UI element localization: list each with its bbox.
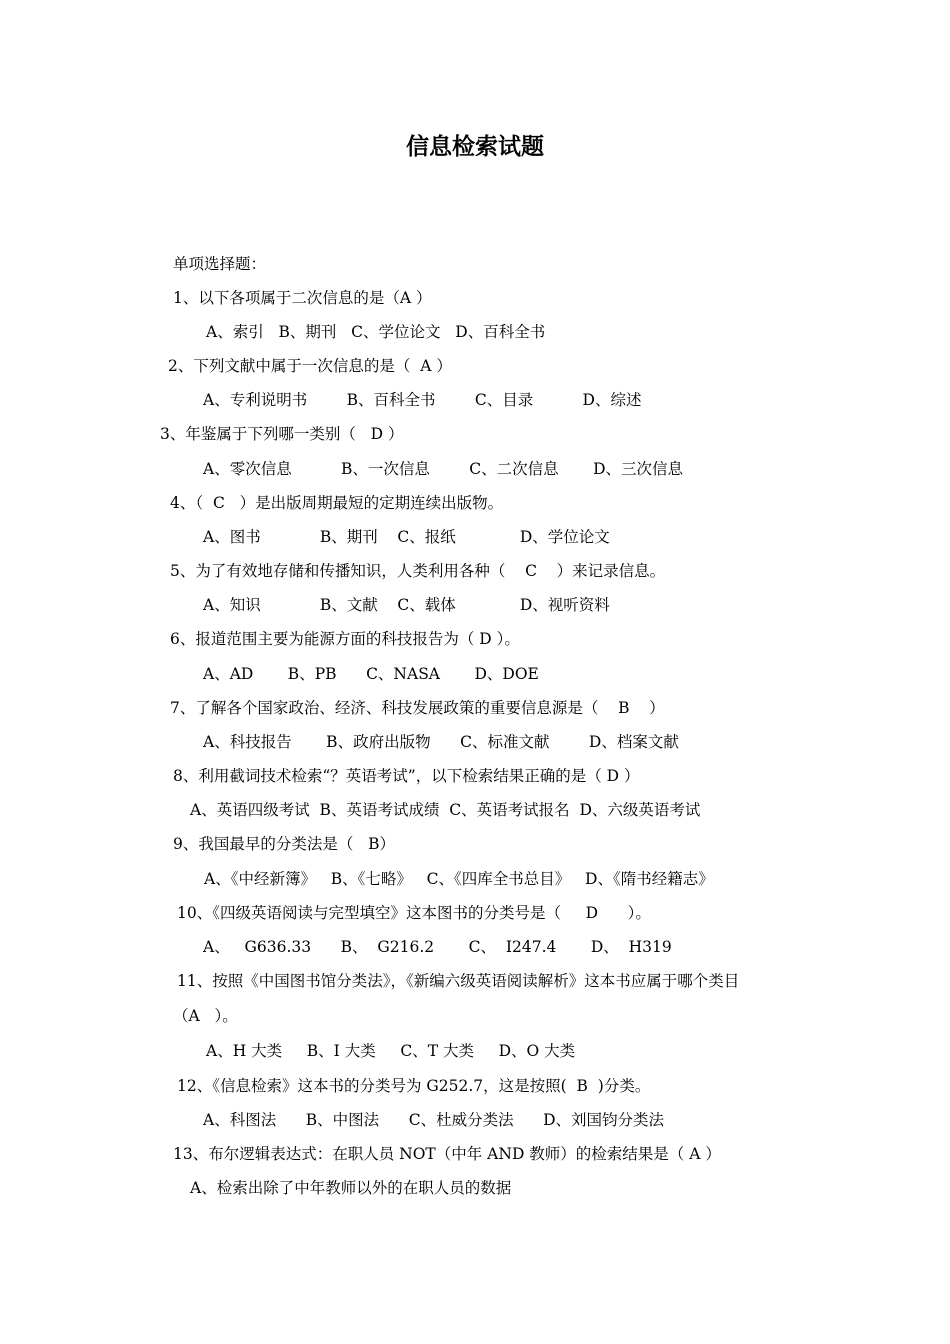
question-11: 11、按照《中国图书馆分类法》，《新编六级英语阅读解析》这本书应属于哪个类目: [177, 972, 740, 990]
question-3: 3、年鉴属于下列哪一类别（ D ）: [160, 425, 404, 443]
question-2-options: A、专利说明书 B、百科全书 C、目录 D、综述: [203, 391, 642, 409]
question-5-options: A、知识 B、文献 C、载体 D、视听资料: [203, 596, 610, 614]
question-13-option-a: A、检索出除了中年教师以外的在职人员的数据: [190, 1179, 512, 1197]
question-11-options: A、H 大类 B、I 大类 C、T 大类 D、O 大类: [206, 1042, 576, 1060]
question-4: 4、（ C ）是出版周期最短的定期连续出版物。: [170, 494, 504, 512]
question-1: 1、以下各项属于二次信息的是（A ）: [173, 289, 432, 307]
question-9-options: A、《中经新簿》 B、《七略》 C、《四库全书总目》 D、《隋书经籍志》: [204, 870, 714, 888]
question-10: 10、《四级英语阅读与完型填空》这本图书的分类号是（ D ）。: [177, 904, 651, 922]
question-11-answer: （A ）。: [173, 1007, 238, 1025]
question-12-options: A、科图法 B、中图法 C、杜威分类法 D、刘国钧分类法: [203, 1111, 665, 1129]
document-title: 信息检索试题: [406, 134, 544, 160]
question-7-options: A、科技报告 B、政府出版物 C、标准文献 D、档案文献: [203, 733, 679, 751]
question-13: 13、布尔逻辑表达式：在职人员 NOT（中年 AND 教师）的检索结果是（ A ）: [173, 1145, 721, 1163]
question-9: 9、我国最早的分类法是（ B）: [173, 835, 396, 853]
question-5: 5、为了有效地存储和传播知识，人类利用各种（ C ）来记录信息。: [170, 562, 666, 580]
question-6-options: A、AD B、PB C、NASA D、DOE: [203, 665, 539, 683]
question-6: 6、报道范围主要为能源方面的科技报告为（ D ）。: [170, 630, 520, 648]
question-3-options: A、零次信息 B、一次信息 C、二次信息 D、三次信息: [203, 460, 684, 478]
question-1-options: A、索引 B、期刊 C、学位论文 D、百科全书: [206, 323, 546, 341]
question-7: 7、了解各个国家政治、经济、科技发展政策的重要信息源是（ B ）: [170, 699, 665, 717]
question-10-options: A、 G636.33 B、 G216.2 C、 I247.4 D、 H319: [203, 938, 672, 956]
question-12: 12、《信息检索》这本书的分类号为 G252.7，这是按照( B )分类。: [177, 1077, 651, 1095]
question-4-options: A、图书 B、期刊 C、报纸 D、学位论文: [203, 528, 610, 546]
question-2: 2、下列文献中属于一次信息的是（ A ）: [168, 357, 452, 375]
section-heading: 单项选择题：: [173, 255, 267, 273]
question-8-options: A、英语四级考试 B、英语考试成绩 C、英语考试报名 D、六级英语考试: [190, 801, 701, 819]
question-8: 8、利用截词技术检索“？英语考试”，以下检索结果正确的是（ D ）: [173, 767, 640, 785]
